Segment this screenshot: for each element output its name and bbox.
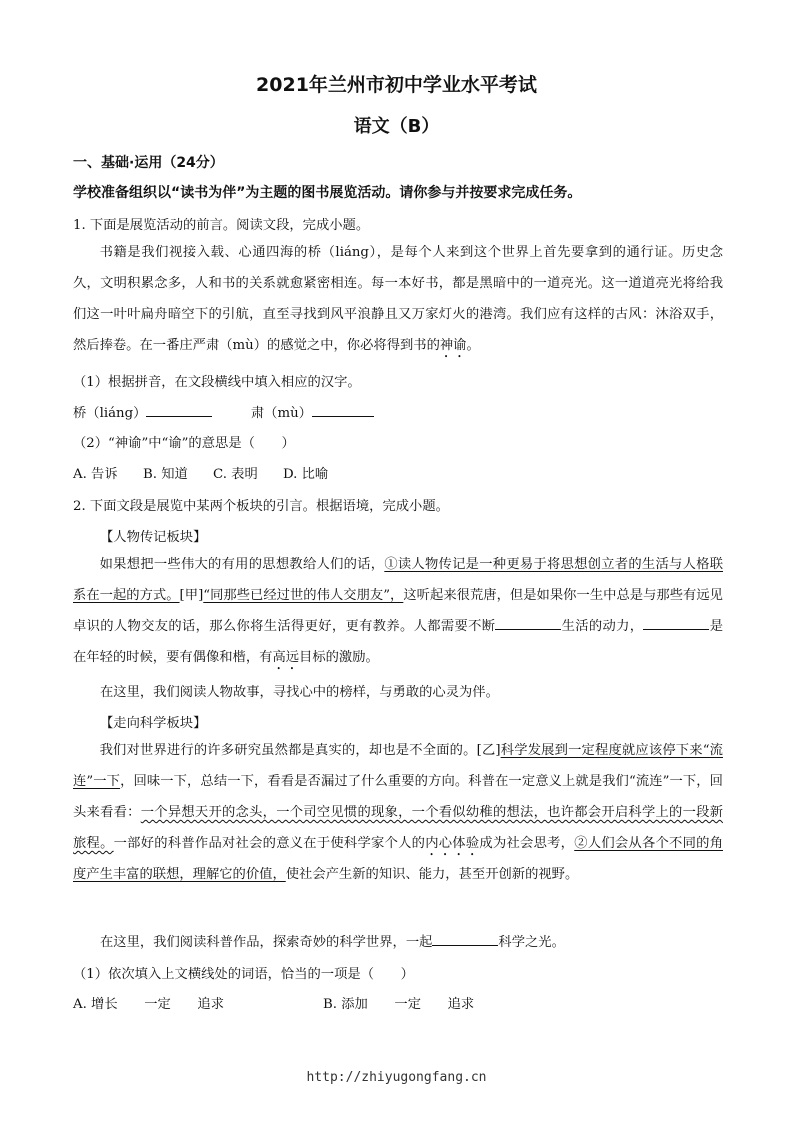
q2-option-a[interactable]: A. 增长 一定 追求 <box>73 997 225 1012</box>
p3-text-b: ，回味一下，总结一下，看看是否漏过了什么重要的方向。科普在一定意义上就是我们“流连”一下，回头来看看： <box>73 774 723 820</box>
q1-fill-b-label: 肃（mù） <box>250 406 312 421</box>
q1-sub1: （1）根据拼音，在文段横线中填入相应的汉字。 <box>73 375 361 390</box>
q1-option-c[interactable]: C. 表明 <box>213 467 258 482</box>
p1-text-e: 是在年轻的时候，要有偶像和楷，有 <box>73 619 724 665</box>
p1-emphasis: 高远 <box>272 650 300 665</box>
q2-block2-title: 【走向科学板块】 <box>100 716 207 731</box>
p3-underline-1: 科学发展到一定程度就应该停下来“流连”一下 <box>73 743 723 789</box>
q2-paragraph-2: 在这里，我们阅读人物故事，寻找心中的榜样，与勇敢的心灵为伴。 <box>100 685 499 700</box>
q1-option-b[interactable]: B. 知道 <box>143 467 188 482</box>
q1-option-d[interactable]: D. 比喻 <box>283 467 329 482</box>
q2-sub1: （1）依次填入上文横线处的词语，恰当的一项是（ ） <box>73 967 414 982</box>
p3-text-d: 成为社会思考， <box>479 836 575 851</box>
q1-option-a[interactable]: A. 告诉 <box>73 467 118 482</box>
p1-blank-1[interactable] <box>495 615 561 630</box>
p1-underline-2: “同那些已经过世的伟人交朋友”， <box>203 588 404 603</box>
q1-fill-b-blank[interactable] <box>312 402 374 417</box>
exam-title: 2021年兰州市初中学业水平考试 <box>256 74 537 96</box>
p1-underline-1: ①读人物传记是一种更易于将思想创立者的生活与人格联系在一起的方式。 <box>73 557 724 603</box>
p1-text-a: 如果想把一些伟大的有用的思想教给人们的话， <box>99 557 385 572</box>
p3-text-a: 我们对世界进行的许多研究虽然都是真实的，却也是不全面的。[乙] <box>99 743 501 758</box>
q1-passage <box>73 237 723 361</box>
q1-passage-end: 。 <box>466 338 480 353</box>
q1-stem: 1. 下面是展览活动的前言。阅读文段，完成小题。 <box>73 218 370 233</box>
section-task: 学校准备组织以“读书为伴”为主题的图书展览活动。请你参与并按要求完成任务。 <box>73 185 582 201</box>
p4-text-b: 科学之光。 <box>498 935 565 950</box>
q1-passage-text: 书籍是我们视接入载、心通四海的桥（liáng），是每个人来到这个世界上首先要拿到的通行证。历史念久，文明积累念多，人和书的关系就愈紧密相连。每一本好书，都是黑暗中的一道亮光。这一道道亮光将给我们这一叶叶扁舟暗空下的引航，直至寻找到风平浪静且又万家灯火的港湾。我们应有这样的古风：沐浴双手，然后捧卷。在一番庄严肃（mù）的感觉之中，你必将得到书的 <box>73 245 723 353</box>
p4-blank[interactable] <box>432 931 498 946</box>
q2-paragraph-3 <box>73 735 723 890</box>
q2-block1-title: 【人物传记板块】 <box>100 530 207 545</box>
footer-url[interactable]: http://zhiyugongfang.cn <box>306 1070 487 1085</box>
p3-text-e: 使社会产生新的知识、能力，甚至开创新的视野。 <box>285 867 579 882</box>
q2-paragraph-1 <box>73 549 723 673</box>
q1-sub2: （2）“神谕”中“谕”的意思是（ ） <box>73 436 295 451</box>
p4-text-a: 在这里，我们阅读科普作品，探索奇妙的科学世界，一起 <box>100 935 433 950</box>
q2-paragraph-4 <box>100 931 750 950</box>
p1-marker-jia: [甲] <box>179 588 204 603</box>
q1-options <box>73 463 723 482</box>
exam-subtitle: 语文（B） <box>353 116 440 137</box>
p3-text-c: 一部好的科普作品对社会的意义在于使科学家个人的 <box>113 836 426 851</box>
q1-passage-emphasis: 神谕 <box>439 338 467 353</box>
q2-option-b[interactable]: B. 添加 一定 追求 <box>323 997 475 1012</box>
p3-wavy-underline: 一个异想天开的念头，一个司空见惯的现象，一个看似幼稚的想法，也许都会开启科学上的一段新旅程。 <box>73 805 723 851</box>
p1-text-d: 生活的动力， <box>561 619 644 634</box>
q1-fill-a-blank[interactable] <box>146 402 212 417</box>
q1-fill-row <box>73 402 723 421</box>
p1-text-c: 这听起来很荒唐，但是如果你一生中总是与那些有远见卓识的人物交友的话，那么你将生活得更好，更有教养。人都需要不断 <box>73 588 723 634</box>
q1-fill-a-label: 桥（liáng） <box>73 406 147 421</box>
p3-underline-2: ②人们会从各个不同的角度产生丰富的联想，理解它的价值， <box>73 836 723 882</box>
p1-text-f: 目标的激励。 <box>299 650 379 665</box>
q2-options <box>73 993 723 1012</box>
p1-blank-2[interactable] <box>643 615 709 630</box>
q2-stem: 2. 下面文段是展览中某两个板块的引言。根据语境，完成小题。 <box>73 499 449 514</box>
section-heading: 一、基础·运用（24分） <box>73 155 224 171</box>
p3-emphasis: 内心体验 <box>425 836 480 851</box>
